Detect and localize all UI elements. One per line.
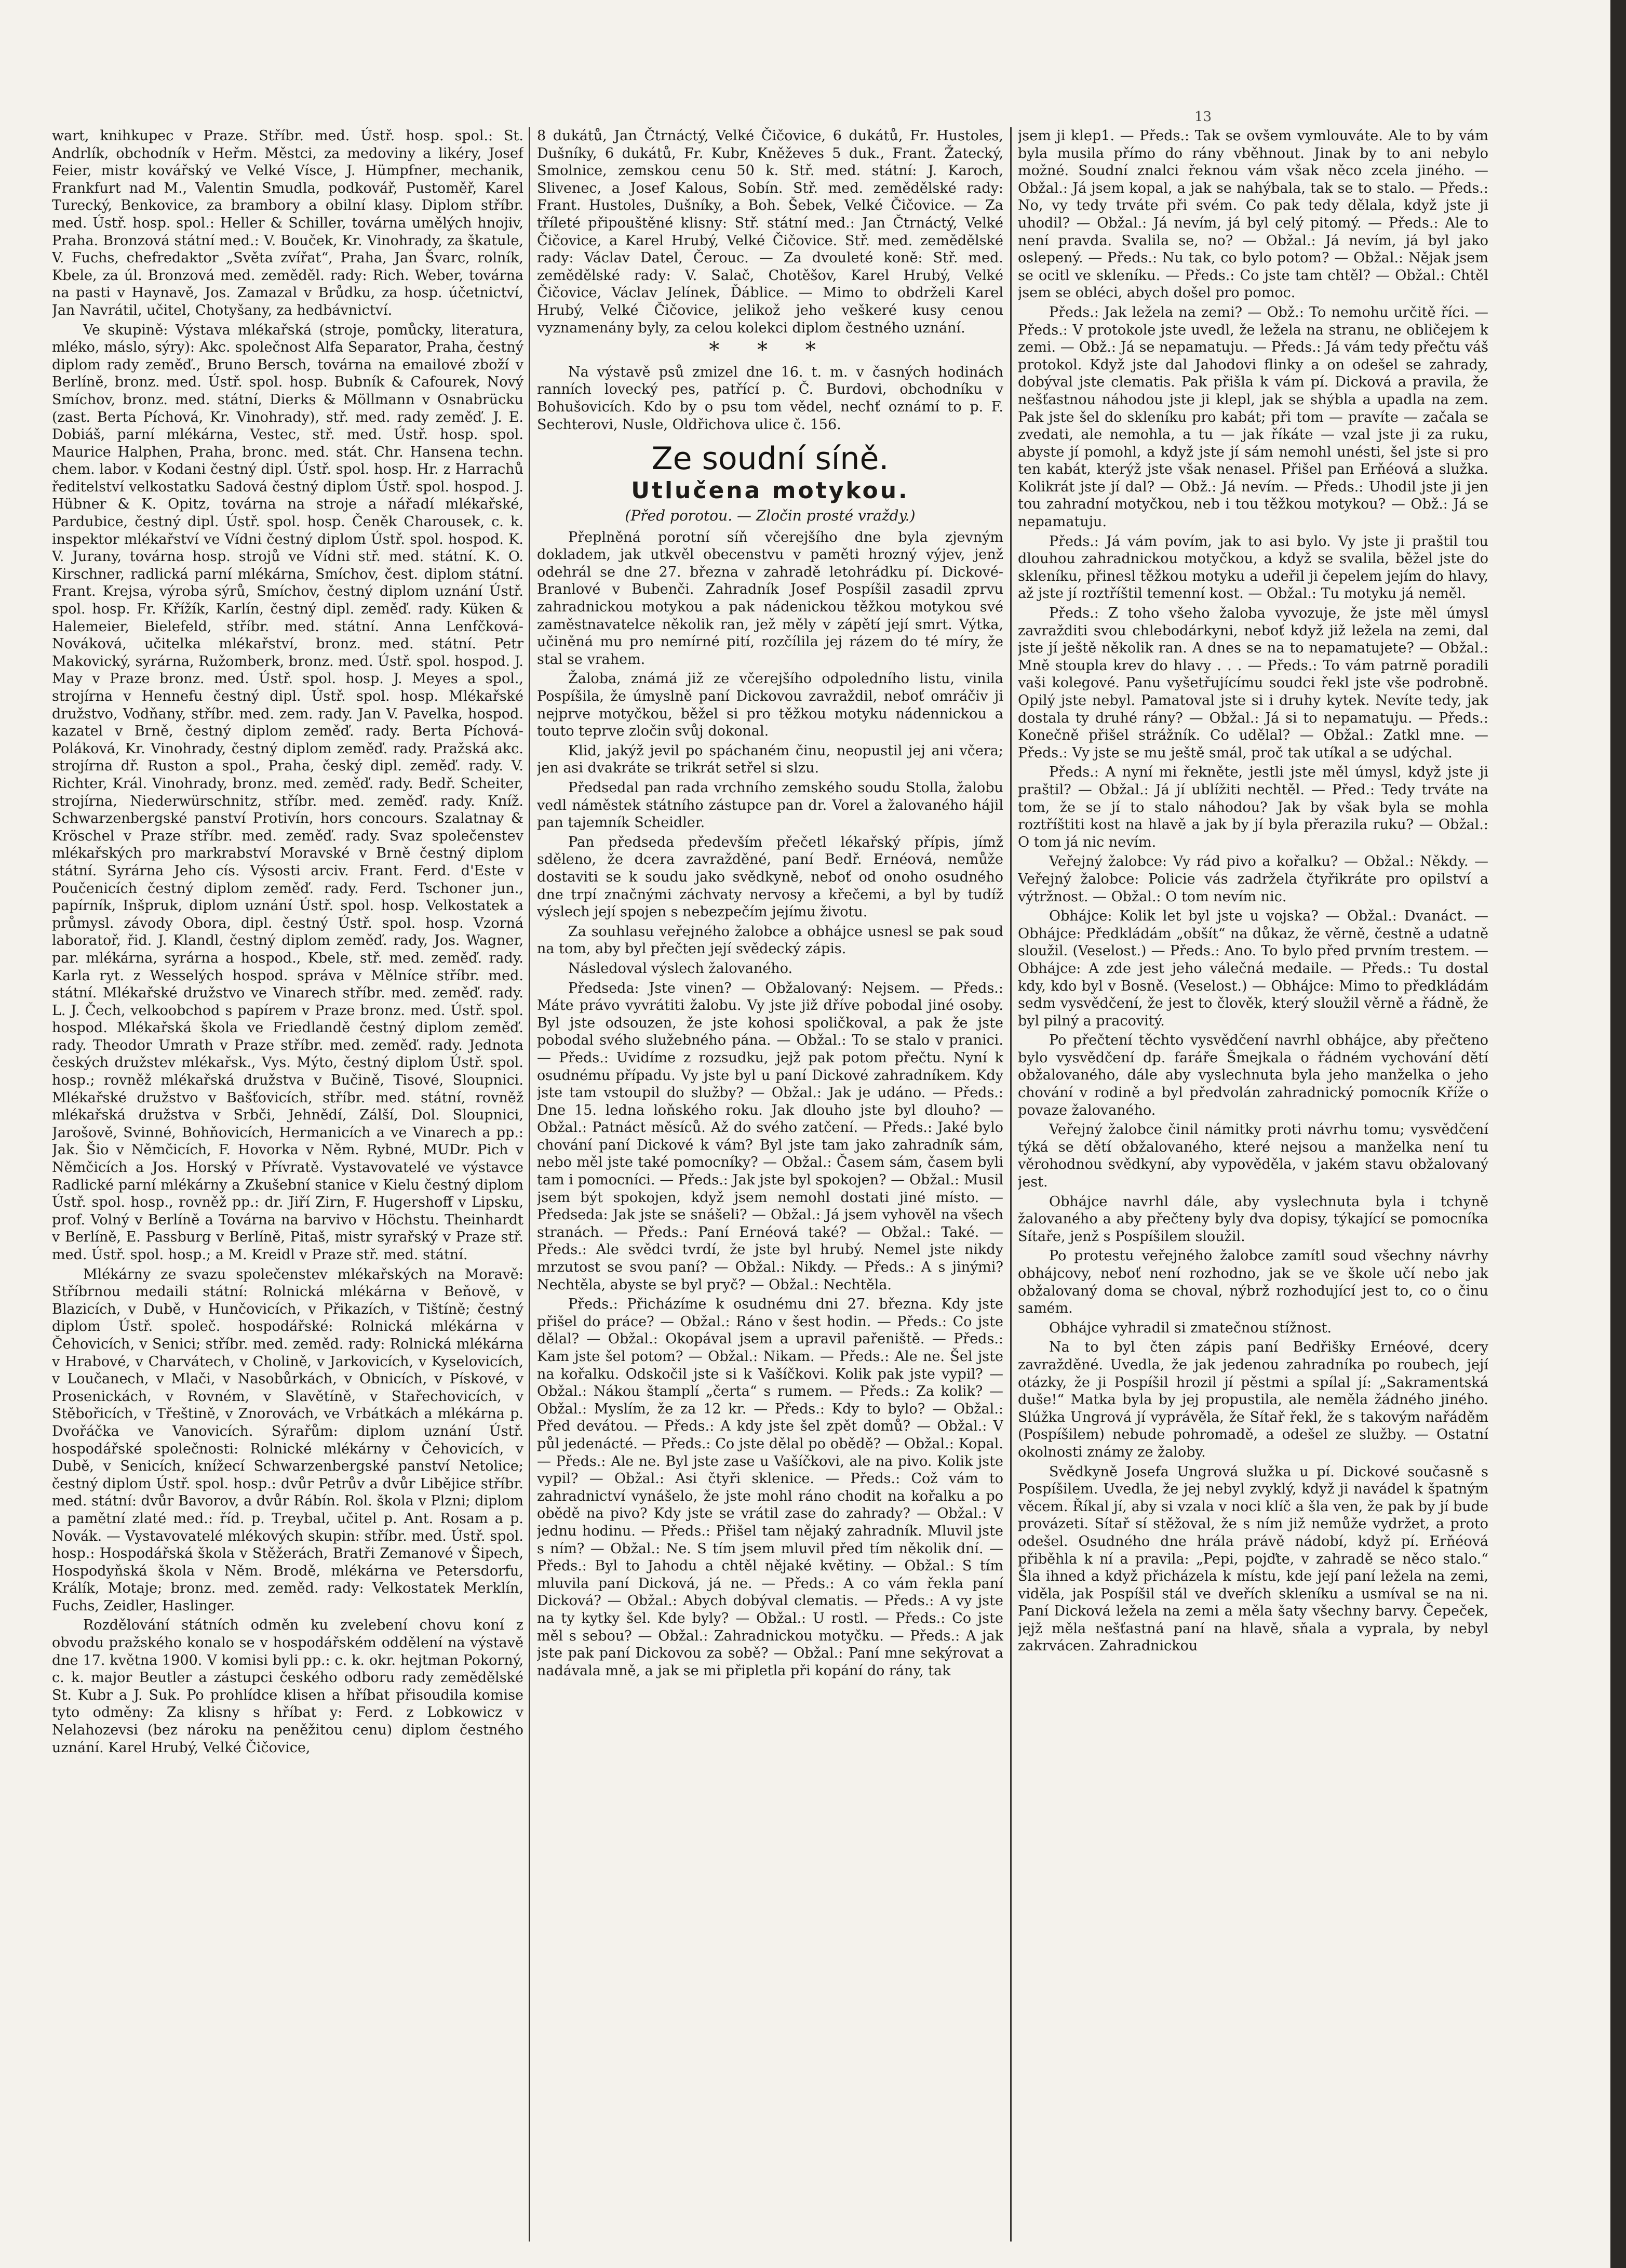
paragraph: Obhájce: Kolik let byl jste u vojska? — Obžal.: Dvanáct. — Obhájce: Předkládám „obšít“ na důkaz, že věrně, čestně a udatně sloužil. (Veselost.) — Předs.: Ano. To bylo před prvním trestem. — Obhájce: A zde jest jeho válečná medaile. — Předs.: Tu dostal kdy, kdo byl v Bosně. (Veselost.) — Obhájce: Mimo to předkládám sedm vysvědčení, že jest to člověk, který sloužil věrně a řádně, že byl pilný a pracovitý. — [1018, 908, 1488, 1029]
paragraph: jsem ji klep1. — Předs.: Tak se ovšem vymlouváte. Ale to by vám byla musila přímo do rány vběhnout. Jinak by to ani nebylo možné. Soudní znalci řeknou vám však něco zcela jiného. — Obžal.: Já jsem kopal, a jak se nahýbala, tak se to stalo. — Předs.: No, vy tedy trváte při svém. Co pak tedy dělala, když jste ji uhodil? — Obžal.: Já nevím, já byl celý pitomý. — Předs.: Ale to není pravda. Svalila se, no? — Obžal.: Já nevím, já byl jako oslepený. — Předs.: Nu tak, co bylo potom? — Obžal.: Nějak jsem se ocitl ve skleníku. — Předs.: Co jste tam chtěl? — Obžal.: Chtěl jsem se obléci, abych došel pro pomoc. — [1018, 128, 1488, 301]
section-heading: Ze soudní síně. — [651, 441, 889, 477]
paragraph: Obhájce vyhradil si zmatečnou stížnost. — [1049, 1319, 1332, 1336]
paragraph: Na to byl čten zápis paní Bedřišky Ernéové, dcery zavražděné. Uvedla, že jak jedenou zahradníka po roubech, její otázky, že ji Pospíšil hrozil jí pěstmi a spílal jí: „Sakramentská duše!“ Matka byla by jej propustila, ale neměla žádného jiného. Slúžka Ungrová jí vyprávěla, že Sítař řekl, že s takovým nařáděm (Pospíšilem) nebude pohromadě, a odešel ze služby. — Ostatní okolnosti známy ze žaloby. — [1018, 1339, 1488, 1460]
column-divider — [1010, 127, 1012, 2242]
paragraph: Přeplněná porotní síň včerejšího dne byla zjevným dokladem, jak utkvěl obecenstvu v paměti hrozný výjev, jenž odehrál se dne 27. března v zahradě letohrádku pí. Dickové-Branlové v Bubenči. Zahradník Josef Pospíšil zasadil zprvu zahradnickou motykou a pak nádenickou těžkou motykou své zaměstnavatelce několik ran, jež měly v zápětí její smrt. Výtka, učiněná mu pro nemírné pití, rozčílila jej rázem do té míry, že stal se vrahem. — [537, 529, 1003, 668]
section-separator: * * * — [709, 338, 831, 363]
paragraph: Veřejný žalobce: Vy rád pivo a kořalku? — Obžal.: Někdy. — Veřejný žalobce: Policie vás zadržela čtyřikráte pro opilství a výtržnost. — Obžal.: O tom nevím nic. — [1018, 853, 1488, 905]
paragraph: Klid, jakýž jevil po spáchaném činu, neopustil jej ani včera; jen asi dvakráte se trikrát setřel si slzu. — [537, 742, 1003, 777]
paragraph: Předs.: Přicházíme k osudnému dni 27. března. Kdy jste přišel do práce? — Obžal.: Ráno v šest hodin. — Předs.: Co jste dělal? — Obžal.: Okopával jsem a upravil pařeniště. — Předs.: Kam jste šel potom? — Obžal.: Nikam. — Předs.: Ale ne. Šel jste na kořalku. Odskočil jste si k Vašíčkovi. Kolik pak jste vypil? — Obžal.: Nákou štamplí „čerta“ s rumem. — Předs.: Za kolik? — Obžal.: Myslím, že za 12 kr. — Předs.: Kdy to bylo? — Obžal.: Před devátou. — Předs.: A kdy jste šel zpět domů? — Obžal.: V půl jedenácté. — Předs.: Co jste dělal po obědě? — Obžal.: Kopal. — Předs.: Ale ne. Byl jste zase u Vašíčkovi, ale na pivo. Kolik jste vypil? — Obžal.: Asi čtyři sklenice. — Předs.: Což vám to zahradnictví vynášelo, že jste mohl ráno chodit na kořalku a po obědě na pivo? Kdy jste se vrátil zase do zahrady? — Obžal.: V jednu hodinu. — Předs.: Přišel tam nějaký zahradník. Mluvil jste s ním? — Obžal.: Ne. S tím jsem mluvil před tím několik dní. — Předs.: Byl to Jahodu a chtěl nějaké květiny. — Obžal.: S tím mluvila paní Dicková, já ne. — Předs.: A co vám řekla paní Dicková? — Obžal.: Abych dobýval clematis. — Předs.: A vy jste na ty kytky šel. Kde byly? — Obžal.: U rostl. — Předs.: Co jste měl s sebou? — Obžal.: Zahradnickou motyčku. — Předs.: A jak jste pak paní Dickovou za sobě? — Obžal.: Paní mne sekýrovat a nadávala mně, a jak se mi připletla při kopání do rány, tak — [537, 1296, 1003, 1679]
paragraph: Předs.: Jak ležela na zemi? — Obž.: To nemohu určitě říci. — Předs.: V protokole jste uvedl, že ležela na stranu, ne obličejem k zemi. — Obž.: Já se nepamatuju. — Předs.: Já vám tedy přečtu váš protokol. Když jste dal Jahodovi flinky a on odešel se zahrady, dobýval jste clematis. Pak přišla k vám pí. Dicková a pravila, že nešťastnou náhodou jste ji klepl, jak se shýbla a upadla na zem. Pak jste šel do skleníku pro kabát; při tom — pravíte — začala se zvedati, ale nemohla, a tu — jak říkáte — vzal jste ji za ruku, abyste jí pomohl, a když jste jí sám nemohl unésti, šel jste si pro ten kabát, kterýž jste však nenasel. Přišel pan Erňéová a služka. Kolikrát jste jí dal? — Obž.: Já nevím. — Předs.: Uhodil jste ji jen tou zahradní motyčkou, neb i tou těžkou motykou? — Obž.: Já se nepamatuju. — [1018, 304, 1488, 530]
paragraph: Obhájce navrhl dále, aby vyslechnuta byla i tchyně žalovaného a aby přečteny byly dva dopisy, týkající se pomocníka Sítaře, jenž s Pospíšilem sloužil. — [1018, 1193, 1488, 1245]
paragraph: Žaloba, známá již ze včerejšího odpoledního listu, vinila Pospíšila, že úmyslně paní Dickovou zavraždil, neboť omráčiv ji nejprve motyčkou, běžel si pro těžkou motyku nádennickou a touto teprve zločin svůj dokonal. — [537, 671, 1003, 740]
paragraph: Předs.: A nyní mi řekněte, jestli jste měl úmysl, když jste ji praštil? — Obžal.: Já jí ublížiti nechtěl. — Před.: Tedy trváte na tom, že se jí to stalo náhodou? Jak by však byla se mohla roztříštiti kost na hlavě a jak by jí byla přerazila ruku? — Obžal.: O tom já nic nevím. — [1018, 764, 1488, 850]
paragraph: Rozdělování státních odměn ku zvelebení chovu koní z obvodu pražského konalo se v hospodářském oddělení na výstavě dne 17. května 1900. V komisi byli pp.: c. k. okr. hejtman Pokorný, c. k. major Beutler a zástupci českého odboru rady zemědělské St. Kubr a J. Suk. Po prohlídce klisen a hříbat přisoudila komise tyto odměny: Za klisny s hříbat y: Ferd. z Lobkowicz v Nelahozevsi (bez nároku na peněžitou cenu) diplom čestného uznání. Karel Hrubý, Velké Čičovice, — [52, 1617, 523, 1756]
paragraph: Předseda: Jste vinen? — Obžalovaný: Nejsem. — Předs.: Máte právo vyvrátiti žalobu. Vy jste již dříve pobodal jiné osoby. Byl jste odsouzen, že jste kohosi spoličkoval, a pak že jste pobodal svého služebného pána. — Obžal.: To se stalo v pranici. — Předs.: Uvidíme z rozsudku, jejž pak potom přečtu. Nyní k osudnému případu. Vy jste byl u paní Dickové zahradníkem. Kdy jste tam vstoupil do služby? — Obžal.: Jak je udáno. — Předs.: Dne 15. ledna loňského roku. Jak dlouho jste byl dlouho? — Obžal.: Patnáct měsíců. Až do svého zatčení. — Předs.: Jaké bylo chování paní Dickové k vám? Byl jste tam jako zahradník sám, nebo měl jste také pomocníky? — Obžal.: Časem sám, časem byli tam i pomocníci. — Předs.: Jak jste byl spokojen? — Obžal.: Musil jsem být spokojen, když jsem nemohl dostati jiné místo. — Předseda: Jak jste se snášeli? — Obžal.: Já jsem vyhověl na všech stranách. — Předs.: Paní Ernéová také? — Obžal.: Také. — Předs.: Ale svědci tvrdí, že jste byl hrubý. Nemel jste nikdy mrzutost se svou paní? — Obžal.: Nikdy. — Předs.: A s jinými? Nechtěla, abyste se byl pryč? — Obžal.: Nechtěla. — [537, 980, 1003, 1293]
paragraph: Předsedal pan rada vrchního zemského soudu Stolla, žalobu vedl náměstek státního zástupce pan dr. Vorel a žalovaného hájil pan tajemník Scheidler. — [537, 780, 1003, 831]
paragraph: Po přečtení těchto vysvědčení navrhl obhájce, aby přečteno bylo vysvědčení dp. faráře Šmejkala o řádném vychování dětí obžalovaného, dále aby vyslechnuta byla jeho manželka o jeho chování v rodině a byl předvolán zahradnický pomocník Kříže o povaze žalovaného. — [1018, 1032, 1488, 1118]
paragraph: Ve skupině: Výstava mlékařská (stroje, pomůcky, literatura, mléko, máslo, sýry): Akc. společnost Alfa Separator, Praha, čestný diplom rady zeměď., Bruno Bersch, továrna na emailové zboží v Berlíně, bronz. med. Ústř. spol. hosp. Bubník & Cafourek, Nový Smíchov, bronz. med. státní, Dierks & Möllmann v Osnabrücku (zast. Berta Píchová, Kr. Vinohrady), stř. med. rady zeměď. J. E. Dobiáš, parní mlékárna, Vestec, stř. med. Ústř. hosp. spol. Maurice Halphen, Praha, bronc. med. stát. Chr. Hansena techn. chem. labor. v Kodani čestný dipl. Ústř. spol. hosp. Hr. z Harrachů ředitelství velkostatku Sadová čestný diplom Ústř. spol. hospod. J. Hübner & K. Opitz, továrna na stroje a nářadí mlékařské, Pardubice, čestný dipl. Ústř. spol. hosp. Čeněk Charousek, c. k. inspektor mlékařství ve Vídni čestný diplom Ústř. spol. hospod. K. V. Jurany, továrna hosp. strojů ve Vídni stř. med. státní. K. O. Kirschner, radlická parní mlékárna, Smíchov, čest. diplom státní. Frant. Krejsa, výroba sýrů, Smíchov, čestný diplom uznání Ústř. spol. hosp. Fr. Křížík, Karlín, čestný dipl. zeměď. rady. Küken & Halemeier, Bielefeld, stříbr. med. státní. Anna Lenfčková-Nováková, učitelka mlékařství, bronz. med. státní. Petr Makovický, syrárna, Ružomberk, bronz. med. Ústř. spol. hospod. J. May v Praze bronz. med. Ústř. spol. hosp. J. Meyes a spol., strojírna v Hennefu čestný dipl. Ústř. spol. hosp. Mlékařské družstvo, Vodňany, stříbr. med. zem. rady. Jan V. Pavelka, hospod. kazatel v Brně, čestný diplom zeměď. rady. Berta Píchová-Poláková, Kr. Vinohrady, čestný diplom zeměď. rady. Pražská akc. strojírna dř. Ruston a spol., Praha, český dipl. zeměď. rady. V. Richter, Král. Vinohrady, bronz. med. zeměď. rady. Bedř. Scheiter, strojírna, Niederwürschnitz, stříbr. med. zeměď. rady. Kníž. Schwarzenbergské panství Protivín, hors concours. Szalatnay & Kröschel v Praze stříbr. med. zeměď. rady. Svaz společenstev mlékařských pro markrabství Moravské v Brně čestný diplom státní. Syrárna Jeho cís. Výsosti arciv. Frant. Ferd. d'Este v Poučenicích čestný diplom zeměď. rady. Ferd. Tschoner jun., papírník, Inšpruk, diplom uznání Ústř. spol. hosp. Velkostatek a průmysl. závody Obora, dipl. čestný Ústř. spol. hosp. Vzorná laboratoř, řid. J. Klandl, čestný diplom zeměď. rady, Jos. Wagner, par. mlékárna, syrárna a hospod., Kbele, stř. med. zeměď. rady. Karla ryt. z Wesselých hospod. správa v Mělníce stříbr. med. státní. Mlékařské družstvo ve Vinarech stříbr. med. zeměď. rady. L. J. Čech, velkoobchod s papírem v Praze bronz. med. Ústř. spol. hospod. Mlékařská škola ve Friedlandě čestný diplom zeměď. rady. Theodor Umrath v Praze stříbr. med. zeměď. rady. Jednota českých družstev mlékařsk., Vys. Mýto, čestný diplom Ústř. spol. hosp.; rovněž mlékařská družstva v Bučině, Tisové, Sloupnici. Mlékařské družstvo v Bašťovicích, stříbr. med. státní, rovněž mlékařská družstva v Srbči, Jehnědí, Zálší, Dol. Sloupnici, Jarošově, Svinné, Bohňovicích, Hermanicích a ve Vinarech a pp.: Jak. Šio v Němčicích, F. Hovorka v Něm. Rybné, MUDr. Pich v Němčicích a Jos. Horský v Přívratě. Vystavovatelé ve výstavce Radlické parní mlékárny a Zkušební stanice v Kielu čestný diplom Ústř. spol. hosp., rovněž pp.: dr. Jiří Zirn, F. Hugershoff v Lipsku, prof. Volný v Berlíně a Továrna na barvivo v Höchstu. Theinhardt v Berlíně, E. Passburg v Berlíně, Pitaš, mistr syrařský v Praze stř. med. Ústř. spol. hosp.; a M. Kreidl v Praze stř. med. státní. — [52, 322, 523, 1263]
article-title: Utlučena motykou. — [631, 477, 909, 504]
paragraph: Veřejný žalobce činil námitky proti návrhu tomu; vysvědčení týká se dětí obžalovaného, které nejsou a manželka není tu věrohodnou svědkyní, aby vypověděla, v jakém stavu obžalovaný jest. — [1018, 1122, 1488, 1191]
column-middle — [537, 127, 1003, 2242]
article-subheading: (Před porotou. — Zločin prosté vraždy.) — [625, 507, 916, 525]
paragraph: Předs.: Já vám povím, jak to asi bylo. Vy jste ji praštil tou dlouhou zahradnickou motyčkou, a když se svalila, běžel jste do skleníku, přinesl těžkou motyku a udeřil ji čepelem jejím do hlavy, až jste jí roztříštil temenní kost. — Obžal.: Tu motyku já neměl. — [1018, 533, 1488, 602]
paragraph: Po protestu veřejného žalobce zamítl soud všechny návrhy obhájcovy, neboť není rozhodno, jak se ve škole učí nebo jak obžalovaný doma se choval, nýbrž rozhodující jest to, co o činu samém. — [1018, 1248, 1488, 1317]
paragraph: Svědkyně Josefa Ungrová služka u pí. Dickové současně s Pospíšilem. Uvedla, že jej nebyl zvyklý, když ji navádel k špatným věcem. Říkal jí, aby si vzala v noci klíč a šla ven, že pak by jí bude provázeti. Sítař sí stěžoval, že s ním již nemůže vydržet, a proto odešel. Osudného dne hrála právě nádobí, když pí. Erňéová přiběhla k ní a pravila: „Pepi, pojďte, v zahradě se něco stalo.“ Šla ihned a když přicházela k místu, kde její paní ležela na zemi, viděla, jak Pospíšil stál ve dveřích skleníku a usmíval se na ni. Paní Dicková ležela na zemi a měla šaty všechny barvy. Čepeček, jejž měla nešťastná paní na hlavě, sňala a vyprala, by nebyl zakrvácen. Zahradnickou — [1018, 1463, 1488, 1655]
paragraph: Předs.: Z toho všeho žaloba vyvozuje, že jste měl úmysl zavražditi svou chlebodárkyni, neboť když již ležela na zemi, dal jste jí ještě několik ran. A dnes se na to nepamatujete? — Obžal.: Mně stoupla krev do hlavy . . . — Předs.: To vám patrně poradili vaši kolegové. Panu vyšetřujícímu soudci řekl jste vše podrobně. Opilý jste nebyl. Pamatoval jste si i druhy kytek. Nevíte tedy, jak dostala ty druhé rány? — Obžal.: Já si to nepamatuju. — Předs.: Konečně přišel strážník. Co udělal? — Obžal.: Zatkl mne. — Předs.: Vy jste se mu ještě smál, proč tak utíkal a se udýchal. — [1018, 605, 1488, 761]
paragraph: wart, knihkupec v Praze. Stříbr. med. Ústř. hosp. spol.: St. Andrlík, obchodník v Heřm. Městci, za medoviny a likéry, Josef Feier, mistr kovářský ve Velké Vísce, J. Hümpfner, mechanik, Frankfurt nad M., Valentin Smudla, podkovář, Pustoměř, Karel Turecký, Benkovice, za brambory a obilní klasy. Diplom stříbr. med. Ústř. hosp. spol.: Heller & Schiller, továrna umělých hnojiv, Praha. Bronzová státní med.: V. Bouček, Kr. Vinohrady, za škatule, V. Fuchs, chefredaktor „Světa zvířat“, Praha, Jan Švarc, rolník, Kbele, za úl. Bronzová med. zeměděl. rady: Rich. Weber, továrna na pasti v Haynavě, Jos. Zamazal v Brůdku, za hosp. účetnictví, Jan Navrátil, učitel, Chotyšany, za hedbávnictví. — [52, 128, 523, 318]
paragraph: 8 dukátů, Jan Čtrnáctý, Velké Čičovice, 6 dukátů, Fr. Hustoles, Dušníky, 6 dukátů, Fr. Kubr, Kněževes 5 duk., Frant. Žatecký, Smolnice, zemskou cenu 50 k. Stř. med. státní: J. Karoch, Slivenec, a Josef Kalous, Sobín. Stř. med. zemědělské rady: Frant. Hustoles, Dušníky, a Boh. Šebek, Velké Čičovice. — Za tříleté připouštěné klisny: Stř. státní med.: Jan Čtrnáctý, Velké Čičovice, a Karel Hrubý, Velké Čičovice. Stř. med. zemědělské rady: Václav Datel, Čerouc. — Za dvouleté koně: Stř. med. zemědělské rady: V. Salač, Chotěšov, Karel Hrubý, Velké Čičovice, Václav Jelínek, Ďáblice. — Mimo to obdrželi Karel Hrubý, Velké Čičovice, jelikož jeho veškeré kusy cenou vyznamenány byly, za celou kolekci diplom čestného uznání. — [537, 128, 1003, 336]
column-right — [1018, 127, 1488, 2242]
paragraph: Pan předseda především přečetl lékařský přípis, jímž sděleno, že dcera zavražděné, paní Bedř. Ernéová, nemůže dostaviti se k soudu jako svědkyně, neboť od onoho osudného dne trpí značnými záchvaty nervosy a křečemi, a byl by tudíž výslech její spojen s nebezpečím jejímu životu. — [537, 834, 1003, 920]
page-number: 13 — [1194, 109, 1212, 125]
column-divider — [529, 127, 530, 2242]
notice-paragraph: Na výstavě psů zmizel dne 16. t. m. v časných hodinách ranních lovecký pes, patřící p. Č. Burdovi, obchodníku v Bohušovicích. Kdo by o psu tom vědel, nechť oznámí to p. F. Sechterovi, Nusle, Oldřichova ulice č. 156. — [537, 364, 1003, 433]
scan-edge — [1610, 0, 1626, 2268]
paragraph: Následoval výslech žalovaného. — [568, 960, 793, 977]
paragraph: Za souhlasu veřejného žalobce a obhájce usnesl se pak soud na tom, aby byl přečten její svědecký zápis. — [537, 923, 1003, 957]
paragraph: Mlékárny ze svazu společenstev mlékařských na Moravě: Stříbrnou medaili státní: Rolnická mlékárna v Beňově, v Blazicích, v Dubě, v Hunčovicích, v Přikazích, v Tištíně; čestný diplom Ústř. společ. hospodářské: Rolnická mlékárna v Čehovicích, v Senici; stříbr. med. zeměd. rady: Rolnická mlékárna v Hrabové, v Charvátech, v Cholině, v Jarkovicích, v Kyselovicích, v Loučanech, v Mlači, v Nasobůrkách, v Obnicích, v Pískové, v Prosenickách, v Rovném, v Slavětíně, v Stařechovicích, v Stěbořicích, v Třeštině, v Znorovách, ve Vrbátkách a mlékárna p. Dvořáčka ve Vanovicích. Sýrařům: diplom uznání Ústř. hospodářské společnosti: Rolnické mlékárny v Čehovicích, v Dubě, v Senicích, knížecí Schwarzenbergské panství Netolice; čestný diplom Ústř. spol. hosp.: dvůr Petrův a dvůr Libějice stříbr. med. státní: dvůr Bavorov, a dvůr Rábín. Rol. škola v Plzni; diplom a pamětní zlaté med.: říd. p. Treybal, učitel p. Ant. Rosam a p. Novák. — Vystavovatelé mlékových skupin: stříbr. med. Ústř. spol. hosp.: Hospodářská škola v Stěžerách, Bratři Zemanové v Šipech, Hospodyňská škola v Něm. Brodě, mlékárna ve Petersdorfu, Králík, Motaje; bronz. med. zeměd. rady: Velkostatek Merklín, Fuchs, Zeidler, Haslinger. — [52, 1266, 523, 1614]
column-left — [52, 127, 523, 2242]
